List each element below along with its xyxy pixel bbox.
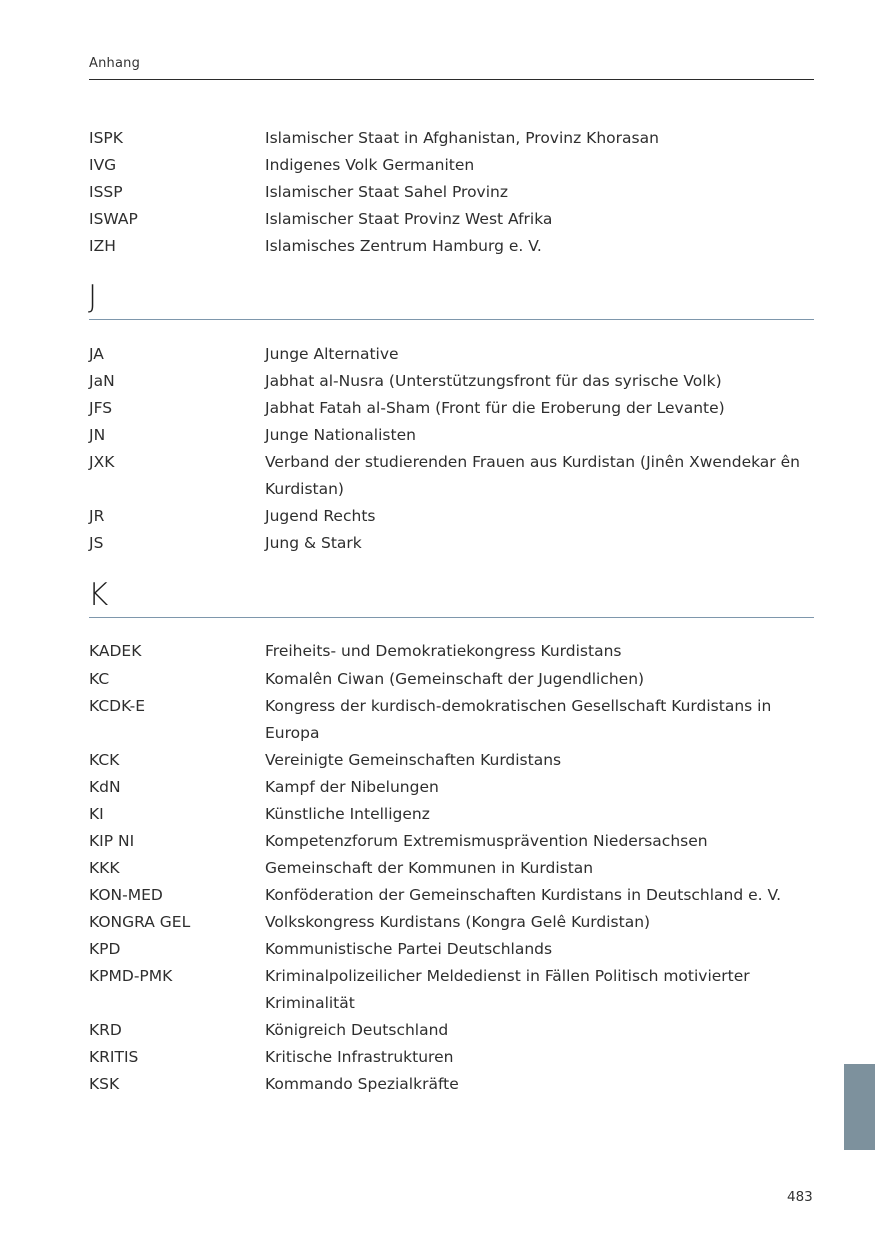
entry-description: Indigenes Volk Germaniten <box>265 156 475 174</box>
entry-description: Islamischer Staat Sahel Provinz <box>265 183 508 201</box>
entry-abbreviation: KIP NI <box>89 832 135 850</box>
entry-description: Konföderation der Gemeinschaften Kurdistans in Deutschland e. V. <box>265 886 782 904</box>
entry-abbreviation: JA <box>89 345 104 363</box>
entry-abbreviation: JXK <box>89 453 115 471</box>
entry-abbreviation: ISPK <box>89 129 123 147</box>
entry-description: Komalên Ciwan (Gemeinschaft der Jugendlichen) <box>265 670 645 688</box>
entry-description: Islamisches Zentrum Hamburg e. V. <box>265 237 542 255</box>
entry-abbreviation: KONGRA GEL <box>89 913 191 931</box>
entry-abbreviation: IVG <box>89 156 117 174</box>
entry-abbreviation: KADEK <box>89 642 142 660</box>
entry-abbreviation: KPD <box>89 940 121 958</box>
entry-description: Kompetenzforum Extremismusprävention Niedersachsen <box>265 832 708 850</box>
entry-abbreviation: KKK <box>89 859 120 877</box>
section-letter-k: K <box>88 577 109 613</box>
entry-description: Verband der studierenden Frauen aus Kurdistan (Jinên Xwendekar ên Kurdistan) <box>265 453 800 498</box>
page-number: 483 <box>787 1189 813 1205</box>
entry-abbreviation: JN <box>89 426 106 444</box>
entry-abbreviation: KdN <box>89 778 121 796</box>
entry-description: Gemeinschaft der Kommunen in Kurdistan <box>265 859 594 877</box>
entry-description: Junge Alternative <box>265 345 399 363</box>
section-rule <box>89 319 814 320</box>
entry-description: Islamischer Staat Provinz West Afrika <box>265 210 553 228</box>
entry-abbreviation: ISWAP <box>89 210 138 228</box>
entry-abbreviation: JFS <box>89 399 113 417</box>
entry-description: Kongress der kurdisch-demokratischen Gesellschaft Kurdistans in Europa <box>265 697 772 742</box>
entry-description: Kritische Infrastrukturen <box>265 1048 454 1066</box>
entry-abbreviation: KON-MED <box>89 886 163 904</box>
entry-abbreviation: KSK <box>89 1075 120 1093</box>
entry-description: Junge Nationalisten <box>265 426 416 444</box>
entry-abbreviation: IZH <box>89 237 116 255</box>
entry-abbreviation: KI <box>89 805 104 823</box>
entry-description: Jabhat Fatah al-Sham (Front für die Eroberung der Levante) <box>265 399 725 417</box>
entry-description: Islamischer Staat in Afghanistan, Provinz Khorasan <box>265 129 659 147</box>
running-head: Anhang <box>89 56 141 71</box>
entry-abbreviation: JS <box>89 534 104 552</box>
entry-abbreviation: JR <box>89 507 105 525</box>
header-rule <box>89 79 814 80</box>
entry-description: Jabhat al-Nusra (Unterstützungsfront für das syrische Volk) <box>265 372 722 390</box>
entry-description: Jugend Rechts <box>265 507 376 525</box>
entry-abbreviation: KCDK-E <box>89 697 145 715</box>
entry-description: Vereinigte Gemeinschaften Kurdistans <box>265 751 562 769</box>
entry-description: Kriminalpolizeilicher Meldedienst in Fällen Politisch motivierter Kriminalität <box>265 967 750 1012</box>
entry-description: Kampf der Nibelungen <box>265 778 439 796</box>
entry-abbreviation: KCK <box>89 751 120 769</box>
entry-abbreviation: KRITIS <box>89 1048 139 1066</box>
entry-abbreviation: KC <box>89 670 110 688</box>
entry-abbreviation: ISSP <box>89 183 123 201</box>
entry-abbreviation: KPMD-PMK <box>89 967 173 985</box>
section-letter-j: J <box>88 279 98 315</box>
entry-abbreviation: KRD <box>89 1021 122 1039</box>
entry-description: Freiheits- und Demokratiekongress Kurdistans <box>265 642 622 660</box>
section-rule <box>89 617 814 618</box>
entry-description: Jung & Stark <box>265 534 362 552</box>
entry-description: Kommunistische Partei Deutschlands <box>265 940 553 958</box>
chapter-thumb-tab <box>844 1064 875 1150</box>
entry-description: Kommando Spezialkräfte <box>265 1075 459 1093</box>
entry-description: Königreich Deutschland <box>265 1021 449 1039</box>
entry-abbreviation: JaN <box>89 372 115 390</box>
entry-description: Volkskongress Kurdistans (Kongra Gelê Kurdistan) <box>265 913 651 931</box>
entry-description: Künstliche Intelligenz <box>265 805 430 823</box>
